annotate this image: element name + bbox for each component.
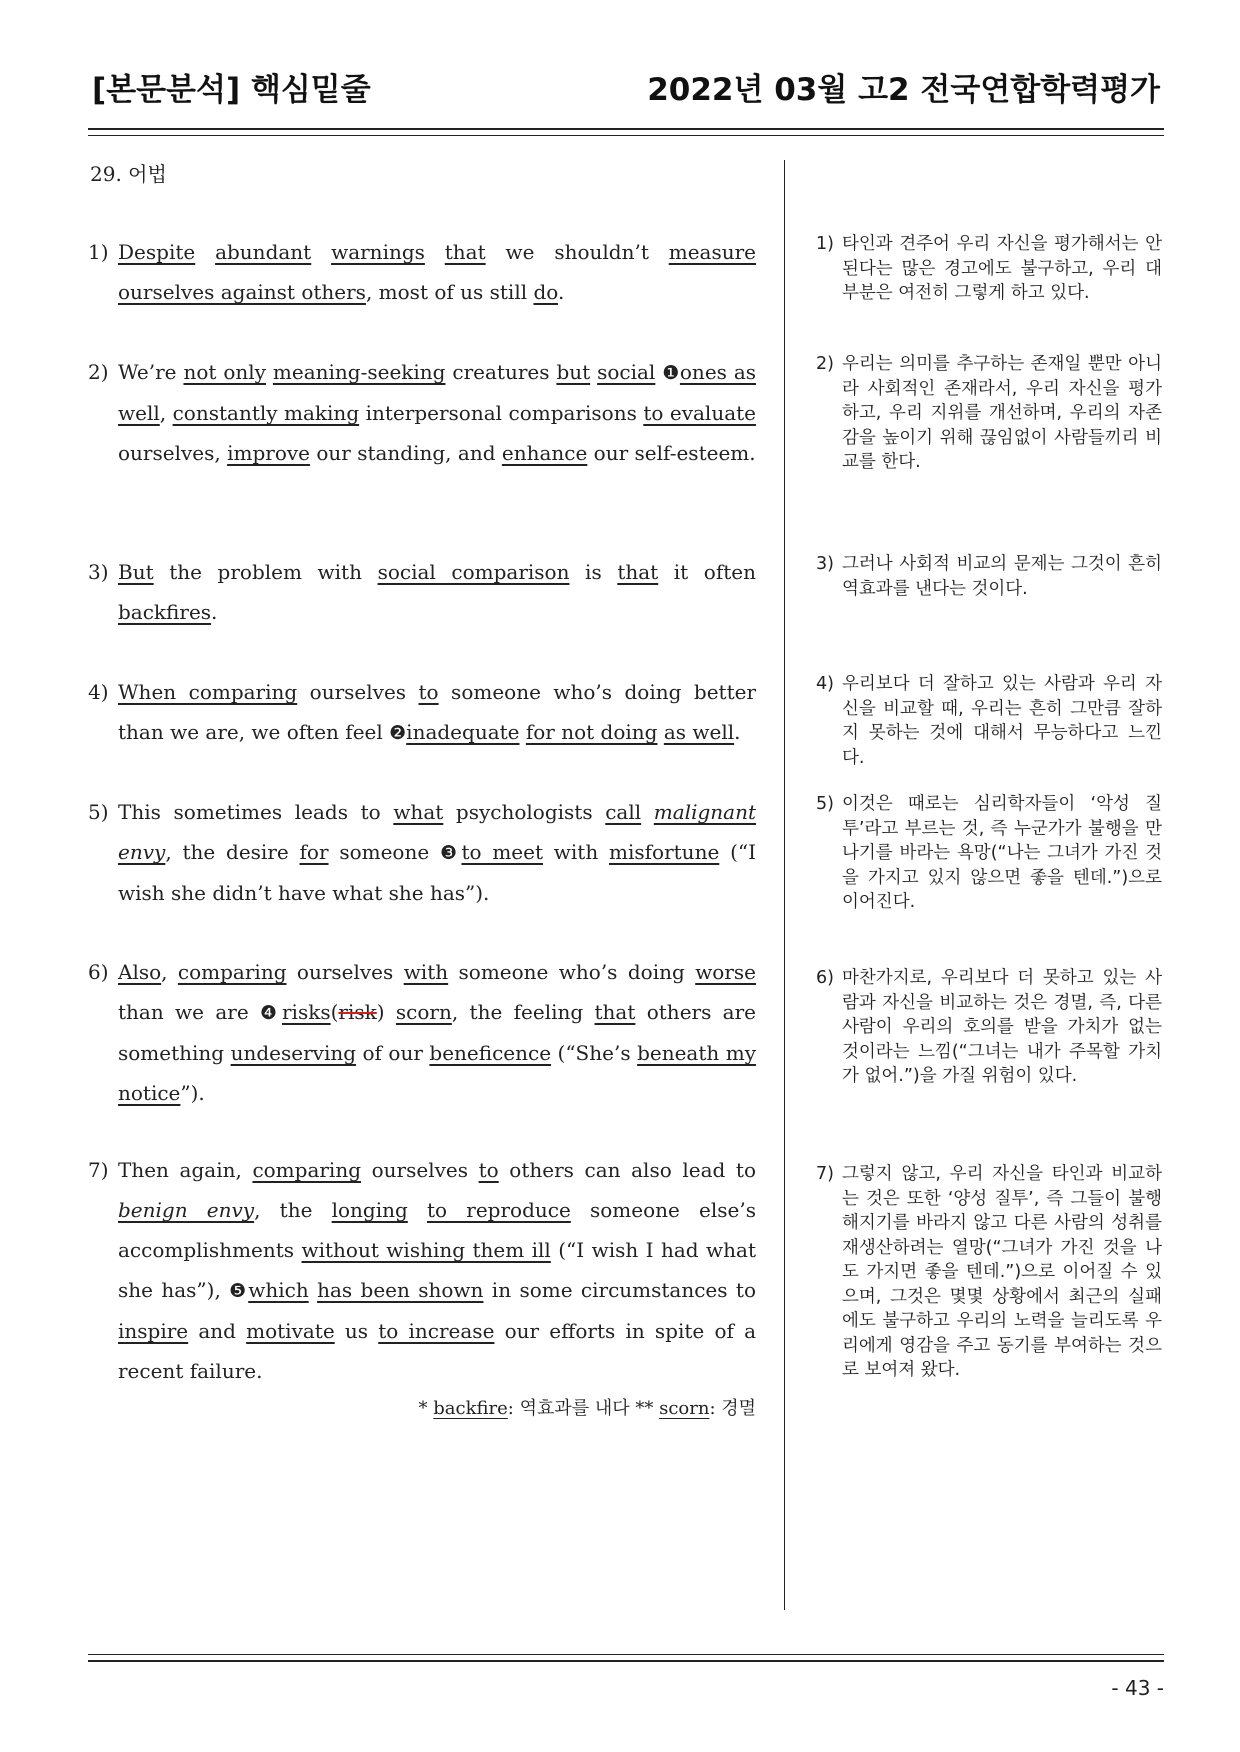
sentence-number: 1) — [88, 240, 109, 264]
sentence-text: We’re not only meaning-seeking creatures but social ❶ones as well, constantly making interpersonal comparisons to evaluate ourselves, improve our standing, and enhance our self-esteem. — [118, 360, 757, 465]
footnote: * backfire: 역효과를 내다 ** scorn: 경멸 — [418, 1398, 756, 1419]
english-sentence-6 — [88, 952, 756, 1113]
english-sentence-5 — [88, 792, 756, 913]
sentence-text: Despite abundant warnings that we shouldn’t measure ourselves against others, most of us still do. — [118, 240, 756, 304]
korean-translation-6: 6) 마찬가지로, 우리보다 더 못하고 있는 사람과 자신을 비교하는 것은 경멸, 즉, 다른 사람이 우리의 호의를 받을 가치가 없는 것이라는 느낌(“그녀는 내가 주목할 가치가 없어.”)을 가질 위험이 있다. — [816, 968, 1162, 1086]
sentence-number: 7) — [88, 1158, 109, 1182]
english-sentence-1 — [88, 232, 756, 312]
sentence-text: When comparing ourselves to someone who’s doing better than we are, we often feel ❷inadequate for not doing as well. — [118, 680, 757, 744]
question-title: 29. 어법 — [90, 162, 167, 186]
korean-translation-3: 3) 그러나 사회적 비교의 문제는 그것이 흔히 역효과를 낸다는 것이다. — [816, 554, 1162, 599]
marker-3: ❸ — [439, 842, 462, 864]
header-right-title: 2022년 03월 고2 전국연합학력평가 — [647, 72, 1160, 108]
header-double-rule — [88, 128, 1164, 136]
sentence-number: 2) — [88, 360, 109, 384]
column-divider — [784, 160, 785, 1610]
marker-5: ❺ — [229, 1280, 249, 1302]
sentence-number: 5) — [88, 800, 109, 824]
english-sentence-7 — [88, 1150, 756, 1391]
sentence-text: This sometimes leads to what psychologists call malignant envy, the desire for someone ❸to meet with misfortune (“I wish she didn’t have what she has”). — [118, 800, 757, 905]
korean-translation-5: 5) 이것은 때로는 심리학자들이 ‘악성 질투’라고 부르는 것, 즉 누군가가 불행을 만나기를 바라는 욕망(“나는 그녀가 가진 것을 가지고 있지 않으면 좋을 텐데.”)으로 이어진다. — [816, 794, 1162, 912]
korean-translation-1: 1) 타인과 견주어 우리 자신을 평가해서는 안 된다는 많은 경고에도 불구하고, 우리 대부분은 여전히 그렇게 하고 있다. — [816, 234, 1162, 303]
korean-translation-7: 7) 그렇지 않고, 우리 자신을 타인과 비교하는 것은 또한 ‘양성 질투’, 즉 그들이 불행해지기를 바라지 않고 다른 사람의 성취를 재생산하려는 열망(“그녀가 가진 것을 나도 가지면 좋을 텐데.”)으로 이어질 수 있으며, 그것은 몇몇 상황에서 최근의 실패에도 불구하고 우리의 노력을 늘리도록 우리에게 영감을 주고 동기를 부여하는 것으로 보여져 왔다. — [816, 1164, 1162, 1380]
page-number: - 43 - — [1111, 1676, 1164, 1700]
marker-4: ❹ — [259, 1002, 282, 1024]
sentence-text: But the problem with social comparison is that it often backfires. — [118, 560, 757, 624]
sentence-text: Then again, comparing ourselves to others can also lead to benign envy, the longing to reproduce someone else’s accomplishments without wishing them ill (“I wish I had what she has”), ❺which has been shown in some circumstances to inspire and motivate us to increase our efforts in spite of a recent failure. — [118, 1158, 757, 1383]
header-left-title: [본문분석] 핵심밑줄 — [92, 72, 371, 108]
sentence-text: Also, comparing ourselves with someone who’s doing worse than we are ❹risks(risk) scorn, the feeling that others are something undeserving of our beneficence (“She’s beneath my notice”). — [118, 960, 757, 1105]
korean-translation-4: 4) 우리보다 더 잘하고 있는 사람과 우리 자신을 비교할 때, 우리는 흔히 그만큼 잘하지 못하는 것에 대해서 무능하다고 느낀다. — [816, 674, 1162, 768]
english-sentence-3 — [88, 552, 756, 632]
marker-1: ❶ — [662, 362, 680, 384]
korean-translation-2: 2) 우리는 의미를 추구하는 존재일 뿐만 아니라 사회적인 존재라서, 우리 자신을 평가하고, 우리 지위를 개선하며, 우리의 자존감을 높이기 위해 끊임없이 사람들끼리 비교를 한다. — [816, 354, 1162, 472]
sentence-number: 3) — [88, 560, 109, 584]
marker-2: ❷ — [389, 722, 407, 744]
sentence-number: 4) — [88, 680, 109, 704]
footer-double-rule — [88, 1654, 1164, 1662]
english-sentence-4 — [88, 672, 756, 753]
struck-word: risk — [338, 1000, 377, 1024]
english-sentence-2 — [88, 352, 756, 473]
sentence-number: 6) — [88, 960, 109, 984]
